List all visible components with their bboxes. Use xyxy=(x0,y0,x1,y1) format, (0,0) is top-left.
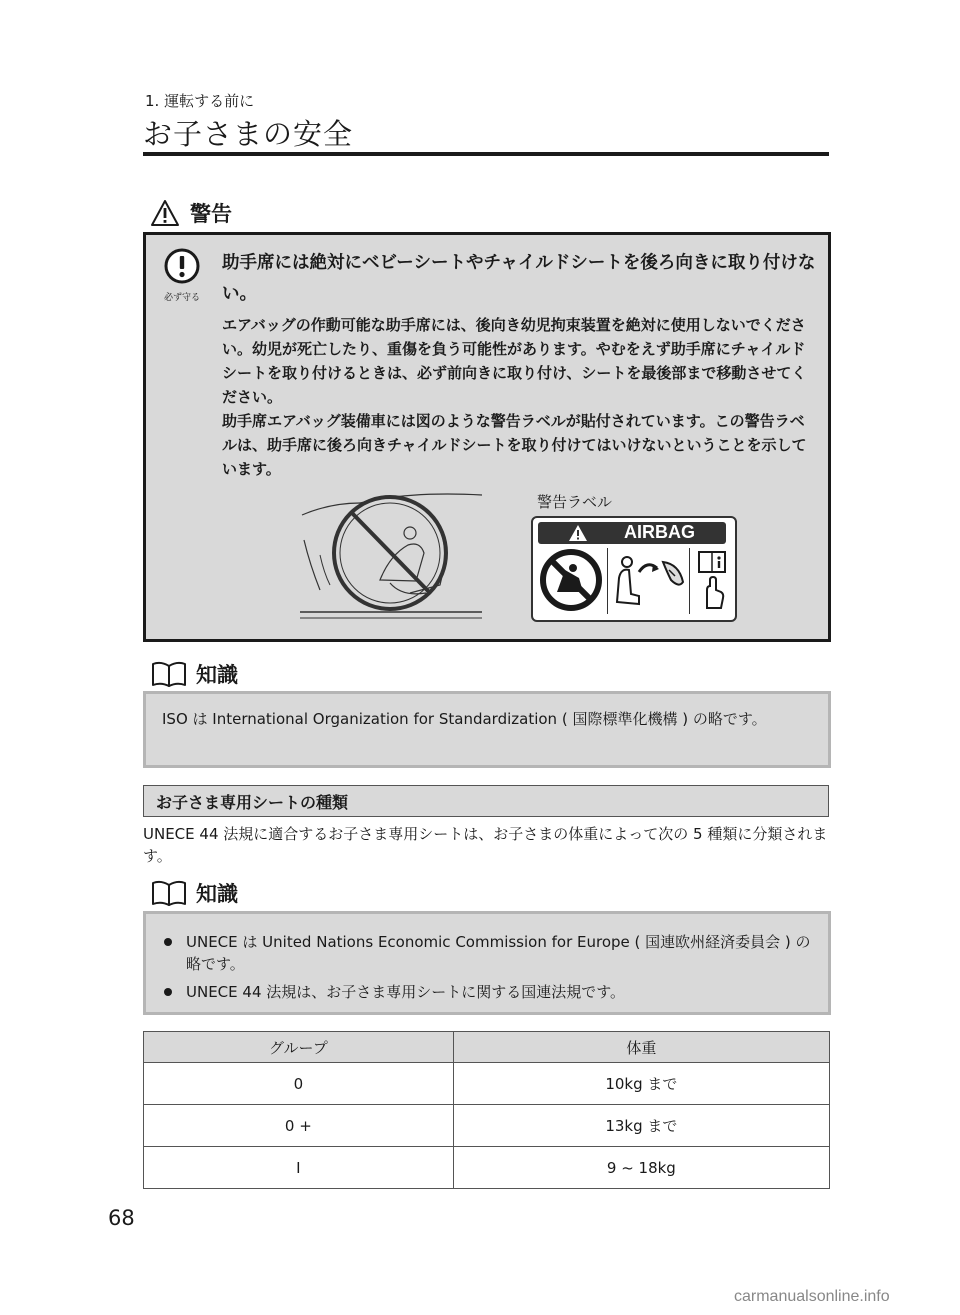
knowledge-heading-label: 知識 xyxy=(196,663,238,687)
group-weight-table xyxy=(143,1031,830,1189)
knowledge-heading xyxy=(150,876,238,910)
column-header: グループ xyxy=(144,1032,454,1063)
warning-triangle-icon xyxy=(568,524,588,542)
manual-reference-icon xyxy=(695,550,729,612)
knowledge-heading xyxy=(150,657,238,691)
knowledge-list xyxy=(154,931,814,1009)
list-item-text: UNECE は United Nations Economic Commission for Europe ( 国連欧州経済委員会 ) の略です。 xyxy=(186,933,811,973)
list-item xyxy=(154,931,814,975)
table-cell: 0 xyxy=(144,1063,454,1105)
open-book-icon xyxy=(150,660,188,688)
airbag-label-header xyxy=(538,522,726,544)
bullet-icon xyxy=(164,938,172,946)
table-cell: 9 ~ 18kg xyxy=(453,1147,829,1189)
open-book-icon xyxy=(150,879,188,907)
no-rear-facing-seat-icon xyxy=(539,548,603,612)
list-item xyxy=(154,981,814,1003)
label-divider xyxy=(689,548,690,614)
warning-title: 助手席には絶対にベビーシートやチャイルドシートを後ろ向きに取り付けない。 xyxy=(222,253,816,304)
must-observe-caption: 必ず守る xyxy=(163,293,200,303)
page-title: お子さまの安全 xyxy=(143,117,354,151)
bullet-icon xyxy=(164,988,172,996)
table-cell: I xyxy=(144,1147,454,1189)
warning-heading xyxy=(150,197,232,229)
rear-facing-seat-prohibited-illustration xyxy=(290,485,490,625)
exclamation-circle-icon xyxy=(164,248,200,284)
label-divider xyxy=(607,548,608,614)
title-rule xyxy=(143,152,829,156)
section-title: お子さま専用シートの種類 xyxy=(156,793,349,812)
footer-watermark: carmanualsonline.info xyxy=(734,1288,890,1305)
knowledge-text: ISO は International Organization for Standardization ( 国際標準化機構 ) の略です。 xyxy=(162,710,767,728)
airbag-deploy-icon xyxy=(609,550,689,610)
table-row xyxy=(144,1105,830,1147)
section-paragraph: UNECE 44 法規に適合するお子さま専用シートは、お子さまの体重によって次の 5 種類に分類されます。 xyxy=(143,825,828,865)
knowledge-box xyxy=(143,691,831,768)
table-cell: 13kg まで xyxy=(453,1105,829,1147)
breadcrumb: 1. 運転する前に xyxy=(145,92,255,110)
table-cell: 10kg まで xyxy=(453,1063,829,1105)
knowledge-heading-label: 知識 xyxy=(196,882,238,906)
warning-paragraph: 助手席エアバッグ装備車には図のような警告ラベルが貼付されています。この警告ラベルは、助手席に後ろ向きチャイルドシートを取り付けてはいけないということを示しています。 xyxy=(222,412,807,478)
page-number: 68 xyxy=(108,1206,135,1230)
warning-heading-label: 警告 xyxy=(190,202,232,226)
list-item-text: UNECE 44 法規は、お子さま専用シートに関する国連法規です。 xyxy=(186,983,626,1001)
knowledge-box xyxy=(143,911,831,1015)
table-row xyxy=(144,1147,830,1189)
warning-body xyxy=(222,313,817,481)
section-bar xyxy=(143,785,829,817)
table-header-row xyxy=(144,1032,830,1063)
airbag-label-text: AIRBAG xyxy=(624,522,695,542)
warning-label-caption: 警告ラベル xyxy=(537,493,613,511)
warning-paragraph: エアバッグの作動可能な助手席には、後向き幼児拘束装置を絶対に使用しないでください。幼児が死亡したり、重傷を負う可能性があります。やむをえず助手席にチャイルドシートを取り付けるときは、必ず前向きに取り付け、シートを最後部まで移動させてください。 xyxy=(222,316,807,406)
column-header: 体重 xyxy=(453,1032,829,1063)
must-observe-mark xyxy=(162,248,202,303)
table-row xyxy=(144,1063,830,1105)
table-cell: 0 + xyxy=(144,1105,454,1147)
warning-triangle-icon xyxy=(150,199,180,227)
airbag-warning-label xyxy=(531,516,737,622)
